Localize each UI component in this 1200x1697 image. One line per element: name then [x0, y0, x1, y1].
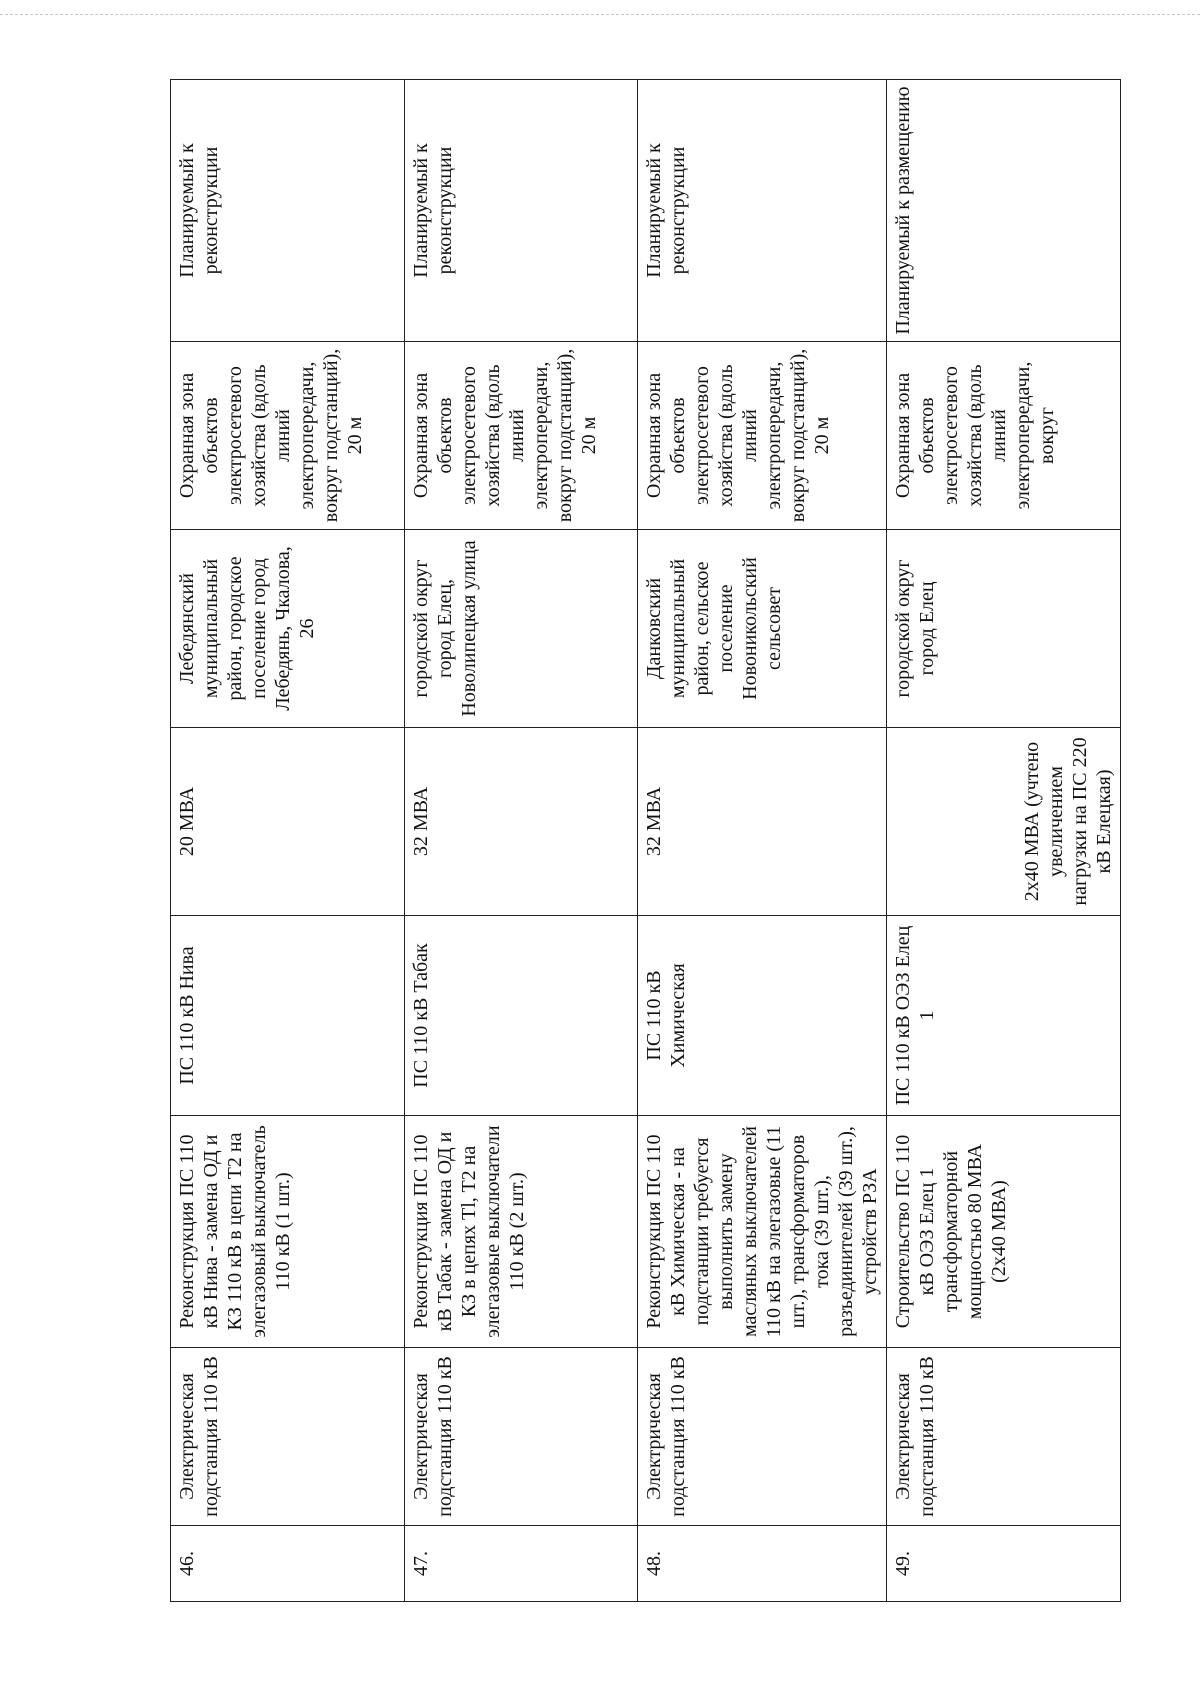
- zone-description: Охранная зона объектов электросетевого хозяйства (вдоль линий электропередачи, вокруг: [887, 342, 1121, 530]
- object-name: ПС 110 кВ Нива: [171, 916, 405, 1116]
- object-type: Электрическая подстанция 110 кВ: [404, 1348, 638, 1526]
- work-description: Реконструкция ПС 110 кВ Табак - замена ОД и КЗ в цепях Tl, T2 на элегазовые выключатели 110 кВ (2 шт.): [404, 1116, 638, 1348]
- objects-table: [170, 79, 1121, 1602]
- object-name: ПС 110 кВ Табак: [404, 916, 638, 1116]
- status: Планируемый к реконструкции: [171, 80, 405, 342]
- zone-description: Охранная зона объектов электросетевого хозяйства (вдоль линий электропередачи, вокруг подстанций), 20 м: [638, 342, 887, 530]
- table-row: [887, 80, 1121, 1602]
- row-number: 46.: [171, 1526, 405, 1602]
- object-type: Электрическая подстанция 110 кВ: [887, 1348, 1121, 1526]
- table-frame: [170, 80, 1115, 1602]
- status: Планируемый к размещению: [887, 80, 1121, 342]
- location: городской округ город Елец: [887, 530, 1121, 728]
- row-number: 49.: [887, 1526, 1121, 1602]
- table-row: [171, 80, 405, 1602]
- work-description: Реконструкция ПС 110 кВ Химическая - на подстанции требуется выполнить замену масляных выключателей 110 кВ на элегазовые (11 шт.), трансформаторов тока (39 шт.), разъединителей (39 шт.), устройств РЗА: [638, 1116, 887, 1348]
- work-description: Реконструкция ПС 110 кВ Нива - замена ОД и КЗ 110 кВ в цепи Т2 на элегазовый выключатель 110 кВ (1 шт.): [171, 1116, 405, 1348]
- location: Данковский муниципальный район, сельское поселение Новоникольский сельсовет: [638, 530, 887, 728]
- object-name: ПС 110 кВ ОЭЗ Елец 1: [887, 916, 1121, 1116]
- location: городской округ город Елец, Новолипецкая улица: [404, 530, 638, 728]
- object-type: Электрическая подстанция 110 кВ: [171, 1348, 405, 1526]
- table-row: [638, 80, 887, 1602]
- capacity: 2x40 МВА (учтено увеличением нагрузки на ПС 220 кВ Елецкая): [887, 728, 1121, 916]
- status: Планируемый к реконструкции: [404, 80, 638, 342]
- row-number: 47.: [404, 1526, 638, 1602]
- rotated-table-container: [170, 80, 1115, 1602]
- object-type: Электрическая подстанция 110 кВ: [638, 1348, 887, 1526]
- zone-description: Охранная зона объектов электросетевого хозяйства (вдоль линий электропередачи, вокруг подстанций), 20 м: [171, 342, 405, 530]
- zone-description: Охранная зона объектов электросетевого хозяйства (вдоль линий электропередачи, вокруг подстанций), 20 м: [404, 342, 638, 530]
- capacity: 32 МВА: [638, 728, 887, 916]
- capacity: 20 МВА: [171, 728, 405, 916]
- work-description: Строительство ПС 110 кВ ОЭЗ Елец 1 трансформаторной мощностью 80 МВА (2x40 МВА): [887, 1116, 1121, 1348]
- page-top-rule: [0, 14, 1200, 15]
- row-number: 48.: [638, 1526, 887, 1602]
- location: Лебедянский муниципальный район, городское поселение город Лебедянь, Чкалова, 26: [171, 530, 405, 728]
- table-row: [404, 80, 638, 1602]
- capacity: 32 МВА: [404, 728, 638, 916]
- status: Планируемый к реконструкции: [638, 80, 887, 342]
- object-name: ПС 110 кВ Химическая: [638, 916, 887, 1116]
